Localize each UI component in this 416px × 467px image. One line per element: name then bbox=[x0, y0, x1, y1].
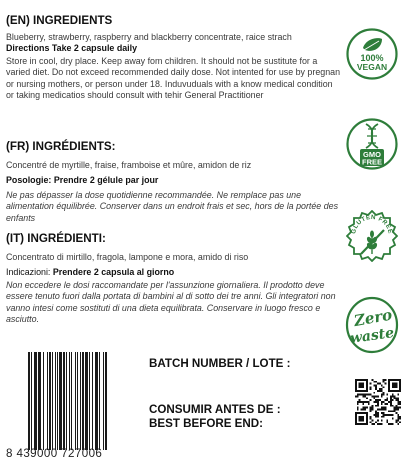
directions-fr: Posologie: Prendre 2 gélule par jour bbox=[6, 175, 159, 186]
gluten-free-badge bbox=[346, 210, 398, 262]
wheat-crossed-icon bbox=[346, 210, 398, 262]
vegan-line1: 100% bbox=[360, 53, 384, 63]
barcode-bars bbox=[28, 352, 132, 450]
qr-code bbox=[355, 379, 401, 425]
ingredients-fr: Concentré de myrtille, fraise, framboise et mûre, amidon de riz bbox=[6, 160, 252, 170]
warning-fr: Ne pas dépasser la dose quotidienne recommandée. Ne remplace pas une alimentation équilibrée. Conserver dans un endroit frais et sec, hors de la portée des enfants bbox=[6, 189, 339, 223]
directions-en: Directions Take 2 capsule daily bbox=[6, 43, 138, 54]
batch-number-label: BATCH NUMBER / LOTE : bbox=[149, 357, 291, 370]
directions-it-label: Indicazioni: bbox=[6, 267, 53, 278]
ingredients-it: Concentrato di mirtillo, fragola, lampone e mora, amido di riso bbox=[6, 252, 249, 262]
dna-icon bbox=[346, 118, 398, 170]
consumir-label: CONSUMIR ANTES DE : bbox=[149, 403, 281, 416]
directions-it bbox=[6, 267, 340, 278]
barcode-number: 8 439000 727006 bbox=[6, 447, 103, 460]
qr-code-icon bbox=[355, 379, 401, 425]
warning-it: Non eccedere le dosi raccomandate per l'assunzione giornaliera. Il prodotto deve essere tenuto fuori dalla portata di bambini al di sotto dei tre anni. Gli integratori non vanno intesi come sostituti di una dieta equilibrata. Conservare in luogo fresco e asciutto. bbox=[6, 279, 336, 325]
gmo-line1: GMO bbox=[363, 150, 381, 159]
zero-waste-badge bbox=[344, 296, 400, 354]
heading-en: (EN) INGREDIENTS bbox=[6, 14, 113, 27]
directions-it-value: Prendere 2 capsula al giorno bbox=[52, 267, 175, 278]
gluten-label: GLUTEN FREE bbox=[350, 213, 394, 235]
section-fr bbox=[6, 140, 340, 224]
gmo-line2: FREE bbox=[361, 157, 383, 167]
waste-word: waste bbox=[348, 324, 396, 348]
vegan-badge bbox=[346, 28, 398, 80]
zero-word: Zero bbox=[352, 305, 394, 331]
section-en bbox=[6, 14, 340, 101]
product-barcode bbox=[6, 352, 132, 460]
vegan-leaf-icon bbox=[346, 28, 398, 80]
warning-en: Store in cool, dry place. Keep away fom children. It should not be sustitute for a varied diet. Do not exceed recommended daily dose. Not intented for use by pregnan or nursing mothers, or person under 18. Induvuduals with a know medical condition or taking medicatios should consult with tehir General Practitioner bbox=[6, 55, 340, 101]
heading-it: (IT) INGRÉDIENTI: bbox=[6, 232, 106, 245]
best-before-label: BEST BEFORE END: bbox=[149, 417, 264, 430]
ingredients-en: Blueberry, strawberry, raspberry and blackberry concentrate, raice strach bbox=[6, 32, 292, 42]
heading-fr: (FR) INGRÉDIENTS: bbox=[6, 140, 116, 153]
gmo-free-badge bbox=[346, 118, 398, 170]
vegan-line2: VEGAN bbox=[356, 62, 388, 72]
section-it bbox=[6, 232, 340, 325]
expiry-labels bbox=[149, 403, 281, 431]
zero-waste-icon bbox=[344, 296, 400, 354]
